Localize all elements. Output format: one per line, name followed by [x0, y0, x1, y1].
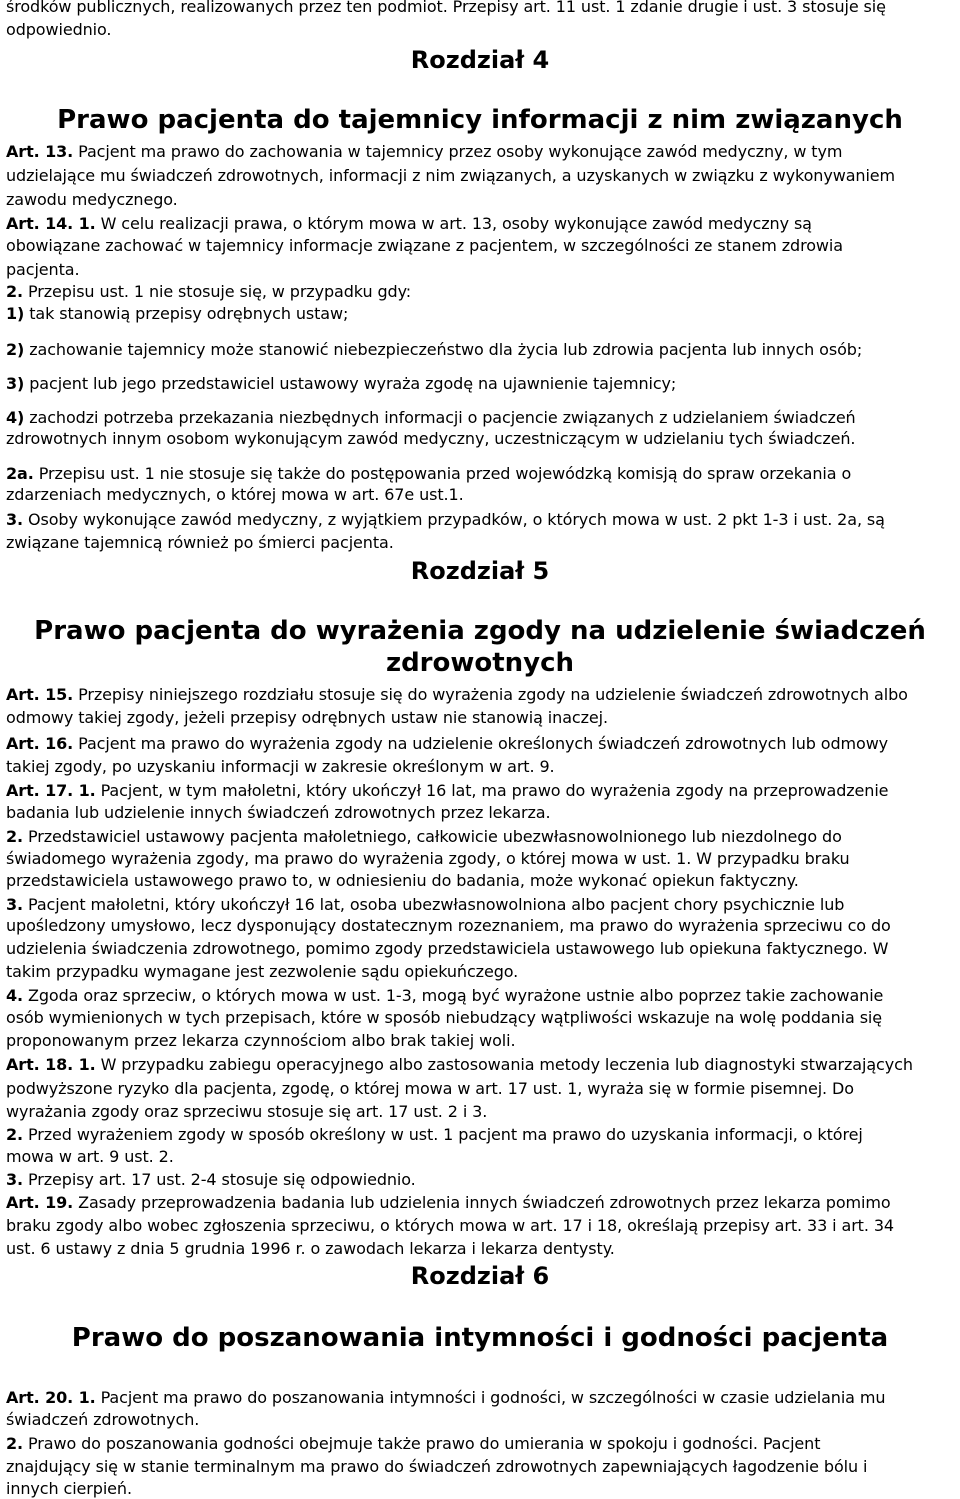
- text-line: [6, 166, 895, 186]
- paragraph-text: zdarzeniach medycznych, o której mowa w art. 67e ust.1.: [6, 485, 464, 504]
- paragraph-text: wyrażania zgody oraz sprzeciwu stosuje się art. 17 ust. 2 i 3.: [6, 1102, 488, 1121]
- paragraph-text: Przed wyrażeniem zgody w sposób określony w ust. 1 pacjent ma prawo do uzyskania informacji, o której: [23, 1125, 863, 1144]
- article-number: Art. 15.: [6, 685, 74, 704]
- text-line: [6, 1239, 615, 1259]
- article-number: Art. 14. 1.: [6, 214, 96, 233]
- text-line: [6, 1055, 913, 1075]
- article-number: Art. 18. 1.: [6, 1055, 96, 1074]
- paragraph-text: osób wymienionych w tych przepisach, które w sposób niebudzący wątpliwości wskazuje na wolę poddania się: [6, 1008, 883, 1027]
- text-line: [6, 827, 842, 847]
- chapter-title: Prawo pacjenta do tajemnicy informacji z nim związanych: [57, 105, 903, 135]
- text-line: [6, 374, 676, 394]
- paragraph-text: Osoby wykonujące zawód medyczny, z wyjątkiem przypadków, o których mowa w ust. 2 pkt 1-3 i ust. 2a, są: [23, 510, 885, 529]
- article-number: 4.: [6, 986, 24, 1005]
- text-line: [6, 20, 111, 40]
- paragraph-text: zachowanie tajemnicy może stanowić niebezpieczeństwo dla życia lub zdrowia pacjenta lub innych osób;: [24, 340, 863, 359]
- paragraph-text: ust. 6 ustawy z dnia 5 grudnia 1996 r. o zawodach lekarza i lekarza dentysty.: [6, 1239, 615, 1258]
- article-number: Art. 13.: [6, 142, 74, 161]
- text-line: [6, 685, 908, 705]
- chapter-title: Prawo pacjenta do wyrażenia zgody na udzielenie świadczeń: [34, 616, 926, 646]
- text-line: [6, 986, 883, 1006]
- article-number: 2.: [6, 282, 24, 301]
- text-line: [6, 1410, 199, 1430]
- paragraph-text: przedstawiciela ustawowego prawo to, w odniesieniu do badania, może wykonać opiekun faktyczny.: [6, 871, 799, 890]
- text-line: [6, 510, 885, 530]
- text-line: [6, 1170, 416, 1190]
- paragraph-text: badania lub udzielenie innych świadczeń zdrowotnych przez lekarza.: [6, 803, 551, 822]
- text-line: [6, 236, 843, 256]
- article-number: 2.: [6, 1434, 24, 1453]
- article-number: 3.: [6, 510, 24, 529]
- article-number: Art. 17. 1.: [6, 781, 96, 800]
- paragraph-text: tak stanowią przepisy odrębnych ustaw;: [24, 304, 349, 323]
- paragraph-text: innych cierpień.: [6, 1479, 132, 1498]
- text-line: [6, 1008, 882, 1028]
- article-number: Art. 19.: [6, 1193, 74, 1212]
- paragraph-text: W celu realizacji prawa, o którym mowa w art. 13, osoby wykonujące zawód medyczny są: [95, 214, 812, 233]
- text-line: [6, 708, 608, 728]
- article-number: 4): [6, 408, 25, 427]
- text-line: [6, 1193, 891, 1213]
- article-number: 1): [6, 304, 25, 323]
- article-number: 3.: [6, 895, 24, 914]
- paragraph-text: takiej zgody, po uzyskaniu informacji w zakresie określonym w art. 9.: [6, 757, 555, 776]
- paragraph-text: pacjenta.: [6, 260, 80, 279]
- article-number: 3.: [6, 1170, 24, 1189]
- text-line: [6, 260, 79, 280]
- text-line: [6, 757, 555, 777]
- paragraph-text: odpowiednio.: [6, 20, 112, 39]
- article-number: 3): [6, 374, 25, 393]
- text-line: [6, 1079, 854, 1099]
- paragraph-text: środków publicznych, realizowanych przez ten podmiot. Przepisy art. 11 ust. 1 zdanie drugie i ust. 3 stosuje się: [6, 0, 886, 16]
- chapter-heading: Rozdział 5: [410, 557, 550, 585]
- paragraph-text: odmowy takiej zgody, jeżeli przepisy odrębnych ustaw nie stanowią inaczej.: [6, 708, 608, 727]
- paragraph-text: Pacjent, w tym małoletni, który ukończył 16 lat, ma prawo do wyrażenia zgody na przeprowadzenie: [95, 781, 889, 800]
- paragraph-text: Przepisy niniejszego rozdziału stosuje się do wyrażenia zgody na udzielenie świadczeń zdrowotnych albo: [73, 685, 908, 704]
- paragraph-text: braku zgody albo wobec zgłoszenia sprzeciwu, o których mowa w art. 17 i 18, określają przepisy art. 33 i art. 34: [6, 1216, 894, 1235]
- paragraph-text: Zgoda oraz sprzeciw, o których mowa w ust. 1-3, mogą być wyrażone ustnie albo poprzez takie zachowanie: [23, 986, 884, 1005]
- article-number: Art. 16.: [6, 734, 74, 753]
- text-line: [6, 340, 862, 360]
- paragraph-text: Pacjent małoletni, który ukończył 16 lat, osoba ubezwłasnowolniona albo pacjent chory psychicznie lub: [23, 895, 845, 914]
- text-line: [6, 533, 394, 553]
- text-line: [6, 1125, 863, 1145]
- text-line: [6, 1216, 894, 1236]
- paragraph-text: obowiązane zachować w tajemnicy informacje związane z pacjentem, w szczególności ze stanem zdrowia: [6, 236, 843, 255]
- text-line: [6, 734, 888, 754]
- text-line: [6, 214, 812, 234]
- paragraph-text: Pacjent ma prawo do wyrażenia zgody na udzielenie określonych świadczeń zdrowotnych lub odmowy: [73, 734, 889, 753]
- paragraph-text: Przepisu ust. 1 nie stosuje się, w przypadku gdy:: [23, 282, 412, 301]
- text-line: [6, 464, 851, 484]
- text-line: [6, 849, 850, 869]
- paragraph-text: podwyższone ryzyko dla pacjenta, zgodę, o której mowa w art. 17 ust. 1, wyraża się w formie pisemnej. Do: [6, 1079, 854, 1098]
- text-line: [6, 1457, 867, 1477]
- article-number: 2a.: [6, 464, 34, 483]
- text-line: [6, 803, 551, 823]
- text-line: [6, 304, 348, 324]
- paragraph-text: Prawo do poszanowania godności obejmuje także prawo do umierania w spokoju i godności. Pacjent: [23, 1434, 821, 1453]
- paragraph-text: Przepisu ust. 1 nie stosuje się także do postępowania przed wojewódzką komisją do spraw orzekania o: [33, 464, 852, 483]
- text-line: [6, 781, 888, 801]
- paragraph-text: zawodu medycznego.: [6, 190, 178, 209]
- chapter-title: Prawo do poszanowania intymności i godności pacjenta: [71, 1323, 889, 1353]
- paragraph-text: udzielające mu świadczeń zdrowotnych, informacji z nim związanych, a uzyskanych w związku z wykonywaniem: [6, 166, 896, 185]
- chapter-heading: Rozdział 6: [410, 1262, 550, 1290]
- paragraph-text: upośledzony umysłowo, lecz dysponujący dostatecznym rozeznaniem, ma prawo do wyrażenia sprzeciwu co do: [6, 916, 891, 935]
- paragraph-text: udzielenia świadczenia zdrowotnego, pomimo zgody przedstawiciela ustawowego lub opiekuna faktycznego. W: [6, 939, 889, 958]
- article-number: Art. 20. 1.: [6, 1388, 96, 1407]
- paragraph-text: W przypadku zabiegu operacyjnego albo zastosowania metody leczenia lub diagnostyki stwarzających: [95, 1055, 913, 1074]
- text-line: [6, 871, 799, 891]
- paragraph-text: Pacjent ma prawo do poszanowania intymności i godności, w szczególności w czasie udzielania mu: [95, 1388, 886, 1407]
- paragraph-text: mowa w art. 9 ust. 2.: [6, 1147, 174, 1166]
- text-line: [6, 1479, 132, 1499]
- paragraph-text: pacjent lub jego przedstawiciel ustawowy wyraża zgodę na ujawnienie tajemnicy;: [24, 374, 677, 393]
- text-line: [6, 1388, 885, 1408]
- chapter-title: zdrowotnych: [385, 648, 575, 678]
- text-line: [6, 1434, 820, 1454]
- paragraph-text: Przepisy art. 17 ust. 2-4 stosuje się odpowiednio.: [23, 1170, 416, 1189]
- text-line: [6, 962, 518, 982]
- article-number: 2.: [6, 827, 24, 846]
- paragraph-text: świadczeń zdrowotnych.: [6, 1410, 200, 1429]
- paragraph-text: zachodzi potrzeba przekazania niezbędnych informacji o pacjencie związanych z udzielaniem świadczeń: [24, 408, 856, 427]
- paragraph-text: Zasady przeprowadzenia badania lub udzielenia innych świadczeń zdrowotnych przez lekarza pomimo: [73, 1193, 891, 1212]
- text-line: [6, 895, 844, 915]
- text-line: [6, 1147, 174, 1167]
- text-line: [6, 485, 464, 505]
- paragraph-text: związane tajemnicą również po śmierci pacjenta.: [6, 533, 394, 552]
- text-line: [6, 408, 856, 428]
- text-line: [6, 190, 178, 210]
- paragraph-text: Przedstawiciel ustawowy pacjenta małoletniego, całkowicie ubezwłasnowolnionego lub niezdolnego do: [23, 827, 842, 846]
- paragraph-text: proponowanym przez lekarza czynnościom albo brak takiej woli.: [6, 1031, 516, 1050]
- chapter-heading: Rozdział 4: [410, 46, 550, 74]
- article-number: 2.: [6, 1125, 24, 1144]
- text-line: [6, 429, 855, 449]
- text-line: [6, 142, 842, 162]
- paragraph-text: zdrowotnych innym osobom wykonującym zawód medyczny, uczestniczącym w udzielaniu tych świadczeń.: [6, 429, 856, 448]
- text-line: [6, 1031, 516, 1051]
- text-line: [6, 939, 888, 959]
- text-line: [6, 282, 411, 302]
- paragraph-text: takim przypadku wymagane jest zezwolenie sądu opiekuńczego.: [6, 962, 519, 981]
- text-line: [6, 0, 886, 17]
- paragraph-text: Pacjent ma prawo do zachowania w tajemnicy przez osoby wykonujące zawód medyczny, w tym: [73, 142, 843, 161]
- paragraph-text: znajdujący się w stanie terminalnym ma prawo do świadczeń zdrowotnych zapewniających łagodzenie bólu i: [6, 1457, 868, 1476]
- text-line: [6, 1102, 487, 1122]
- text-line: [6, 916, 891, 936]
- paragraph-text: świadomego wyrażenia zgody, ma prawo do wyrażenia zgody, o której mowa w ust. 1. W przypadku braku: [6, 849, 850, 868]
- article-number: 2): [6, 340, 25, 359]
